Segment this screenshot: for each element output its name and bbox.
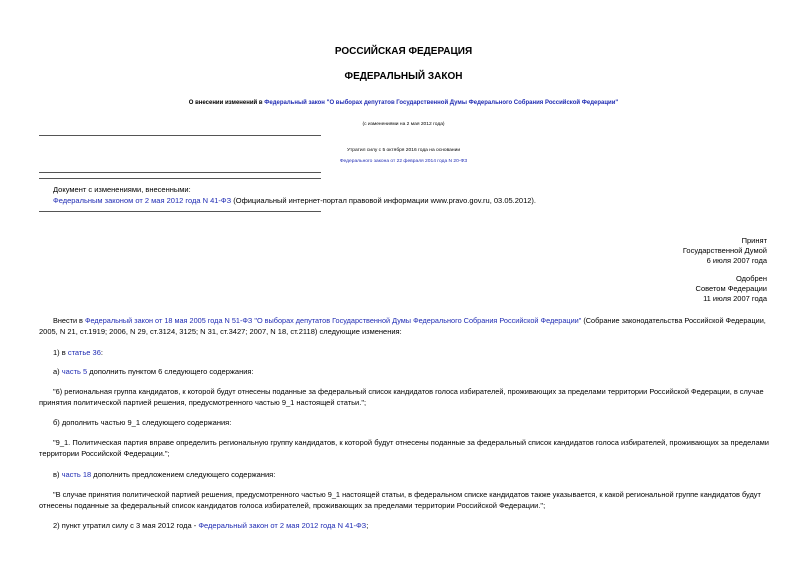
item-a-prefix: а)	[53, 367, 62, 376]
item-1-suffix: :	[100, 348, 103, 357]
item-a	[53, 367, 254, 378]
base-law-link[interactable]: Федеральный закон от 18 мая 2005 года N 51-ФЗ "О выборах депутатов Государственной Думы Федерального Собрания Российской Федерации"	[84, 316, 582, 325]
intro-prefix: Внести в	[53, 316, 85, 325]
approved-date: 11 июля 2007 года	[703, 294, 767, 303]
quote-18-line-2: отнесены поданные за федеральный список кандидатов голоса избирателей, проживающих за пределами территории Российской Федерации.";	[39, 501, 546, 510]
item-2-prefix: 2) пункт утратил силу с 3 мая 2012 года -	[53, 521, 199, 530]
item-2	[53, 521, 368, 532]
item-a-suffix: дополнить пунктом 6 следующего содержания:	[87, 367, 254, 376]
approved-label: Одобрен	[736, 274, 767, 283]
article-36-link[interactable]: статье 36	[67, 348, 101, 357]
adopted-label: Принят	[741, 236, 767, 245]
intro-line-2: 2005, N 21, ст.1919; 2006, N 29, ст.3124, 3125; N 31, ст.3427; 2007, N 18, ст.2118) следующие изменения:	[39, 327, 402, 336]
part-5-link[interactable]: часть 5	[61, 367, 88, 376]
divider	[39, 178, 321, 179]
quote-9-line-2: территории Российской Федерации.";	[39, 449, 170, 458]
quote-6-line-2: принятия политической партией решения, предусмотренного частью 9_1 настоящей статьи.";	[39, 398, 367, 407]
approved-body: Советом Федерации	[695, 284, 767, 293]
part-18-link[interactable]: часть 18	[61, 470, 92, 479]
document-title	[0, 100, 807, 106]
intro-line-1	[53, 316, 766, 327]
item-1	[53, 348, 103, 359]
intro-rest: (Собрание законодательства Российской Федерации,	[581, 316, 766, 325]
item-1-prefix: 1) в	[53, 348, 68, 357]
status-line: Утратил силу с 5 октября 2016 года на основании	[346, 148, 461, 153]
item-b: б) дополнить частью 9_1 следующего содержания:	[53, 418, 232, 427]
quote-18-line-1: "В случае принятия политической партией решения, предусмотренного частью 9_1 настоящей статьи, в федеральном списке кандидатов также указывается, к какой региональной группе кандидатов будут	[53, 490, 761, 499]
amendments-label: Документ с изменениями, внесенными:	[53, 185, 191, 194]
amendments-line	[53, 196, 536, 206]
amendments-source: (Официальный интернет-портал правовой информации www.pravo.gov.ru, 03.05.2012).	[231, 196, 537, 205]
divider	[39, 135, 321, 136]
repeal-law-link[interactable]: Федерального закона от 22 февраля 2014 года N 20-ФЗ	[339, 159, 468, 164]
quote-9-line-1: "9_1. Политическая партия вправе определить региональную группу кандидатов, к которой будут отнесены поданные за федеральный список кандидатов голоса избирателей, проживающих за пределами	[53, 438, 769, 447]
amended-law-link[interactable]: Федеральный закон "О выборах депутатов Государственной Думы Федерального Собрания Российской Федерации"	[264, 100, 619, 106]
item-v-prefix: в)	[53, 470, 62, 479]
approved-block	[696, 274, 767, 304]
item-2-suffix: ;	[366, 521, 369, 530]
changes-note: (с изменениями на 2 мая 2012 года)	[362, 122, 445, 127]
divider	[39, 172, 321, 173]
adopted-body: Государственной Думой	[682, 246, 767, 255]
item-v-suffix: дополнить предложением следующего содержания:	[91, 470, 276, 479]
amending-law-link[interactable]: Федеральным законом от 2 мая 2012 года N 41-ФЗ	[53, 196, 232, 205]
item-v	[53, 470, 275, 481]
adopted-date: 6 июля 2007 года	[706, 256, 767, 265]
doc-type-heading: ФЕДЕРАЛЬНЫЙ ЗАКОН	[344, 71, 463, 82]
status-link-wrap	[0, 157, 807, 167]
adopted-block	[683, 236, 767, 266]
law-41-fz-link[interactable]: Федеральный закон от 2 мая 2012 года N 41-ФЗ	[198, 521, 367, 530]
country-heading: РОССИЙСКАЯ ФЕДЕРАЦИЯ	[334, 46, 473, 57]
divider	[39, 211, 321, 212]
title-prefix: О внесении изменений в	[188, 100, 265, 106]
quote-6-line-1: "6) региональная группа кандидатов, к которой будут отнесены поданные за федеральный список кандидатов голоса избирателей, проживающих за пределами территории Российской Федерации, в случае	[53, 387, 764, 396]
